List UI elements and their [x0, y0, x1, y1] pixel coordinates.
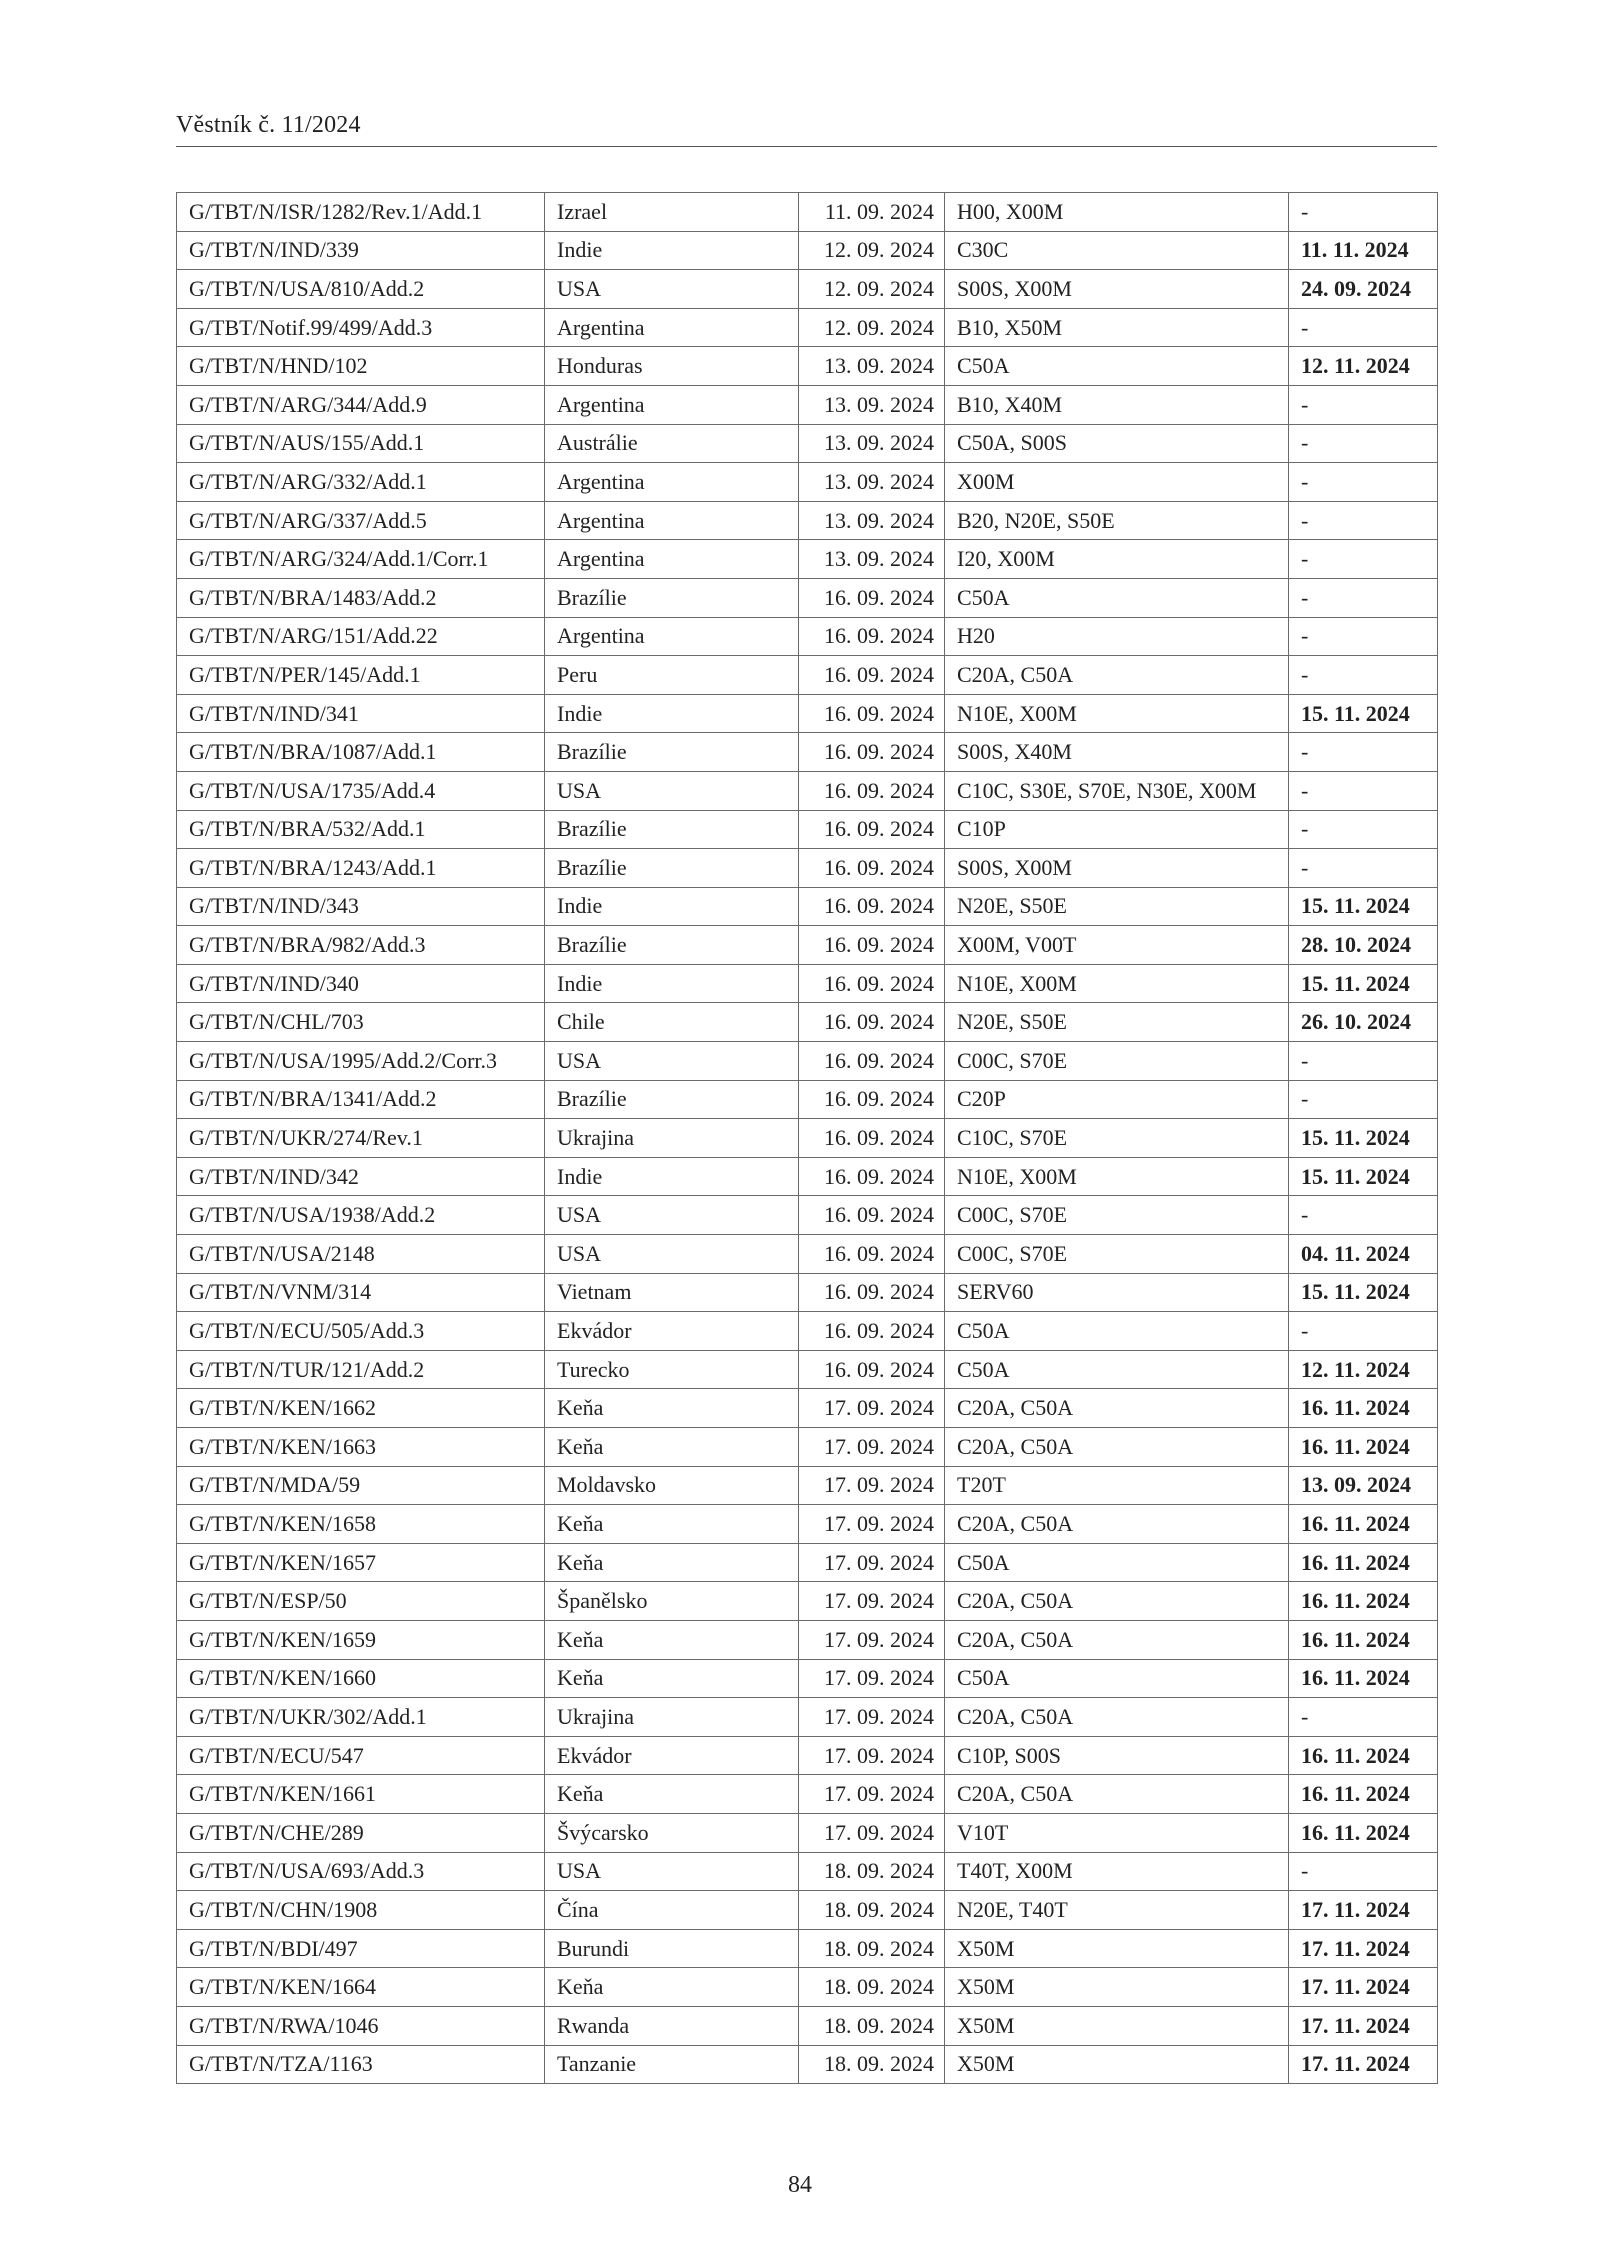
notification-date-cell: 16. 09. 2024 — [799, 1003, 945, 1042]
notification-symbol-cell: G/TBT/N/KEN/1664 — [177, 1968, 545, 2007]
notification-symbol-cell: G/TBT/N/TZA/1163 — [177, 2045, 545, 2084]
table-row — [177, 1543, 1438, 1582]
country-cell: Brazílie — [545, 926, 799, 965]
table-row — [177, 1620, 1438, 1659]
table-row — [177, 771, 1438, 810]
table-row — [177, 1775, 1438, 1814]
notification-date-cell: 16. 09. 2024 — [799, 656, 945, 695]
comment-deadline-cell: 16. 11. 2024 — [1289, 1736, 1438, 1775]
comment-deadline-cell: 16. 11. 2024 — [1289, 1620, 1438, 1659]
notification-symbol-cell: G/TBT/N/ARG/337/Add.5 — [177, 501, 545, 540]
country-cell: Moldavsko — [545, 1466, 799, 1505]
comment-deadline-cell: - — [1289, 1698, 1438, 1737]
ics-codes-cell: T20T — [945, 1466, 1289, 1505]
notification-symbol-cell: G/TBT/N/PER/145/Add.1 — [177, 656, 545, 695]
country-cell: Argentina — [545, 463, 799, 502]
country-cell: Indie — [545, 231, 799, 270]
comment-deadline-cell: - — [1289, 578, 1438, 617]
comment-deadline-cell: - — [1289, 1042, 1438, 1081]
table-row — [177, 1813, 1438, 1852]
ics-codes-cell: C50A — [945, 1659, 1289, 1698]
country-cell: Keňa — [545, 1543, 799, 1582]
notification-date-cell: 16. 09. 2024 — [799, 1273, 945, 1312]
notification-date-cell: 18. 09. 2024 — [799, 1891, 945, 1930]
comment-deadline-cell: 15. 11. 2024 — [1289, 1157, 1438, 1196]
comment-deadline-cell: 04. 11. 2024 — [1289, 1235, 1438, 1274]
notification-date-cell: 12. 09. 2024 — [799, 308, 945, 347]
ics-codes-cell: X00M — [945, 463, 1289, 502]
country-cell: Indie — [545, 694, 799, 733]
ics-codes-cell: X50M — [945, 1929, 1289, 1968]
notification-symbol-cell: G/TBT/N/KEN/1658 — [177, 1505, 545, 1544]
notification-symbol-cell: G/TBT/N/IND/341 — [177, 694, 545, 733]
notification-symbol-cell: G/TBT/N/IND/340 — [177, 964, 545, 1003]
ics-codes-cell: X50M — [945, 1968, 1289, 2007]
ics-codes-cell: B10, X50M — [945, 308, 1289, 347]
notifications-table-body — [177, 193, 1438, 2084]
ics-codes-cell: C50A — [945, 1350, 1289, 1389]
table-row — [177, 1157, 1438, 1196]
country-cell: Ekvádor — [545, 1736, 799, 1775]
notification-date-cell: 18. 09. 2024 — [799, 2006, 945, 2045]
notification-date-cell: 17. 09. 2024 — [799, 1428, 945, 1467]
country-cell: Keňa — [545, 1428, 799, 1467]
table-row — [177, 385, 1438, 424]
table-row — [177, 347, 1438, 386]
country-cell: Indie — [545, 964, 799, 1003]
notification-date-cell: 16. 09. 2024 — [799, 1119, 945, 1158]
ics-codes-cell: S00S, X40M — [945, 733, 1289, 772]
notification-symbol-cell: G/TBT/N/USA/1735/Add.4 — [177, 771, 545, 810]
table-row — [177, 463, 1438, 502]
notification-date-cell: 16. 09. 2024 — [799, 771, 945, 810]
ics-codes-cell: C10C, S30E, S70E, N30E, X00M — [945, 771, 1289, 810]
country-cell: Brazílie — [545, 733, 799, 772]
notification-date-cell: 18. 09. 2024 — [799, 2045, 945, 2084]
page-number: 84 — [788, 2172, 812, 2198]
country-cell: Brazílie — [545, 810, 799, 849]
notification-symbol-cell: G/TBT/N/KEN/1657 — [177, 1543, 545, 1582]
notification-symbol-cell: G/TBT/N/BRA/532/Add.1 — [177, 810, 545, 849]
notification-date-cell: 16. 09. 2024 — [799, 1157, 945, 1196]
ics-codes-cell: N10E, X00M — [945, 1157, 1289, 1196]
country-cell: Indie — [545, 887, 799, 926]
table-row — [177, 1350, 1438, 1389]
notification-symbol-cell: G/TBT/N/ECU/505/Add.3 — [177, 1312, 545, 1351]
table-row — [177, 617, 1438, 656]
ics-codes-cell: C20A, C50A — [945, 1582, 1289, 1621]
comment-deadline-cell: 17. 11. 2024 — [1289, 1968, 1438, 2007]
table-row — [177, 1582, 1438, 1621]
ics-codes-cell: C10P — [945, 810, 1289, 849]
table-row — [177, 1659, 1438, 1698]
table-row — [177, 578, 1438, 617]
ics-codes-cell: S00S, X00M — [945, 270, 1289, 309]
table-row — [177, 501, 1438, 540]
notification-symbol-cell: G/TBT/N/MDA/59 — [177, 1466, 545, 1505]
country-cell: Vietnam — [545, 1273, 799, 1312]
notification-symbol-cell: G/TBT/N/KEN/1663 — [177, 1428, 545, 1467]
country-cell: Keňa — [545, 1389, 799, 1428]
comment-deadline-cell: 16. 11. 2024 — [1289, 1659, 1438, 1698]
comment-deadline-cell: 16. 11. 2024 — [1289, 1582, 1438, 1621]
country-cell: USA — [545, 270, 799, 309]
country-cell: Austrálie — [545, 424, 799, 463]
notifications-table — [176, 192, 1438, 2084]
notification-date-cell: 18. 09. 2024 — [799, 1852, 945, 1891]
ics-codes-cell: C50A — [945, 347, 1289, 386]
comment-deadline-cell: - — [1289, 1312, 1438, 1351]
notification-date-cell: 16. 09. 2024 — [799, 849, 945, 888]
country-cell: Keňa — [545, 1659, 799, 1698]
comment-deadline-cell: 28. 10. 2024 — [1289, 926, 1438, 965]
table-row — [177, 308, 1438, 347]
comment-deadline-cell: - — [1289, 308, 1438, 347]
notification-date-cell: 17. 09. 2024 — [799, 1582, 945, 1621]
table-row — [177, 1235, 1438, 1274]
country-cell: Rwanda — [545, 2006, 799, 2045]
table-row — [177, 1929, 1438, 1968]
comment-deadline-cell: 17. 11. 2024 — [1289, 1929, 1438, 1968]
ics-codes-cell: S00S, X00M — [945, 849, 1289, 888]
ics-codes-cell: X50M — [945, 2006, 1289, 2045]
notification-date-cell: 17. 09. 2024 — [799, 1389, 945, 1428]
ics-codes-cell: H20 — [945, 617, 1289, 656]
notification-symbol-cell: G/TBT/N/KEN/1659 — [177, 1620, 545, 1659]
table-row — [177, 1119, 1438, 1158]
notification-date-cell: 16. 09. 2024 — [799, 1196, 945, 1235]
country-cell: Turecko — [545, 1350, 799, 1389]
country-cell: Argentina — [545, 308, 799, 347]
table-row — [177, 694, 1438, 733]
table-row — [177, 1196, 1438, 1235]
ics-codes-cell: C00C, S70E — [945, 1042, 1289, 1081]
ics-codes-cell: V10T — [945, 1813, 1289, 1852]
comment-deadline-cell: 16. 11. 2024 — [1289, 1505, 1438, 1544]
notification-date-cell: 13. 09. 2024 — [799, 501, 945, 540]
notification-symbol-cell: G/TBT/N/IND/339 — [177, 231, 545, 270]
comment-deadline-cell: - — [1289, 1196, 1438, 1235]
notification-date-cell: 16. 09. 2024 — [799, 694, 945, 733]
notification-symbol-cell: G/TBT/N/AUS/155/Add.1 — [177, 424, 545, 463]
comment-deadline-cell: - — [1289, 771, 1438, 810]
ics-codes-cell: H00, X00M — [945, 193, 1289, 232]
comment-deadline-cell: 24. 09. 2024 — [1289, 270, 1438, 309]
country-cell: Švýcarsko — [545, 1813, 799, 1852]
comment-deadline-cell: 12. 11. 2024 — [1289, 347, 1438, 386]
notification-symbol-cell: G/TBT/N/HND/102 — [177, 347, 545, 386]
ics-codes-cell: C20P — [945, 1080, 1289, 1119]
notification-date-cell: 17. 09. 2024 — [799, 1620, 945, 1659]
table-row — [177, 1042, 1438, 1081]
ics-codes-cell: C20A, C50A — [945, 1620, 1289, 1659]
comment-deadline-cell: - — [1289, 501, 1438, 540]
country-cell: Brazílie — [545, 578, 799, 617]
comment-deadline-cell: 15. 11. 2024 — [1289, 964, 1438, 1003]
country-cell: Argentina — [545, 385, 799, 424]
notification-date-cell: 11. 09. 2024 — [799, 193, 945, 232]
notification-date-cell: 13. 09. 2024 — [799, 424, 945, 463]
comment-deadline-cell: - — [1289, 617, 1438, 656]
ics-codes-cell: N20E, S50E — [945, 887, 1289, 926]
country-cell: USA — [545, 1235, 799, 1274]
notification-symbol-cell: G/TBT/Notif.99/499/Add.3 — [177, 308, 545, 347]
country-cell: Peru — [545, 656, 799, 695]
table-row — [177, 231, 1438, 270]
notification-symbol-cell: G/TBT/N/TUR/121/Add.2 — [177, 1350, 545, 1389]
ics-codes-cell: N20E, T40T — [945, 1891, 1289, 1930]
ics-codes-cell: C20A, C50A — [945, 1389, 1289, 1428]
table-row — [177, 1466, 1438, 1505]
notification-symbol-cell: G/TBT/N/USA/693/Add.3 — [177, 1852, 545, 1891]
table-row — [177, 1698, 1438, 1737]
table-row — [177, 733, 1438, 772]
notification-date-cell: 17. 09. 2024 — [799, 1775, 945, 1814]
notification-date-cell: 16. 09. 2024 — [799, 1235, 945, 1274]
table-row — [177, 1389, 1438, 1428]
comment-deadline-cell: 11. 11. 2024 — [1289, 231, 1438, 270]
notification-date-cell: 16. 09. 2024 — [799, 810, 945, 849]
ics-codes-cell: C20A, C50A — [945, 1775, 1289, 1814]
table-row — [177, 2045, 1438, 2084]
table-row — [177, 656, 1438, 695]
notification-date-cell: 17. 09. 2024 — [799, 1659, 945, 1698]
country-cell: Španělsko — [545, 1582, 799, 1621]
comment-deadline-cell: 17. 11. 2024 — [1289, 2006, 1438, 2045]
ics-codes-cell: I20, X00M — [945, 540, 1289, 579]
notification-symbol-cell: G/TBT/N/BDI/497 — [177, 1929, 545, 1968]
notification-symbol-cell: G/TBT/N/VNM/314 — [177, 1273, 545, 1312]
country-cell: Honduras — [545, 347, 799, 386]
table-row — [177, 1968, 1438, 2007]
notification-symbol-cell: G/TBT/N/KEN/1660 — [177, 1659, 545, 1698]
ics-codes-cell: C50A — [945, 578, 1289, 617]
notification-date-cell: 18. 09. 2024 — [799, 1929, 945, 1968]
notification-symbol-cell: G/TBT/N/CHN/1908 — [177, 1891, 545, 1930]
ics-codes-cell: C00C, S70E — [945, 1196, 1289, 1235]
ics-codes-cell: C50A — [945, 1312, 1289, 1351]
ics-codes-cell: B20, N20E, S50E — [945, 501, 1289, 540]
table-row — [177, 964, 1438, 1003]
ics-codes-cell: C20A, C50A — [945, 656, 1289, 695]
country-cell: Brazílie — [545, 849, 799, 888]
table-row — [177, 1080, 1438, 1119]
table-row — [177, 1428, 1438, 1467]
notification-date-cell: 17. 09. 2024 — [799, 1466, 945, 1505]
table-row — [177, 1273, 1438, 1312]
notification-date-cell: 17. 09. 2024 — [799, 1698, 945, 1737]
notification-symbol-cell: G/TBT/N/IND/343 — [177, 887, 545, 926]
notification-symbol-cell: G/TBT/N/ARG/344/Add.9 — [177, 385, 545, 424]
ics-codes-cell: N10E, X00M — [945, 694, 1289, 733]
comment-deadline-cell: 12. 11. 2024 — [1289, 1350, 1438, 1389]
country-cell: USA — [545, 1042, 799, 1081]
notification-symbol-cell: G/TBT/N/USA/1938/Add.2 — [177, 1196, 545, 1235]
ics-codes-cell: C50A, S00S — [945, 424, 1289, 463]
notification-date-cell: 12. 09. 2024 — [799, 270, 945, 309]
comment-deadline-cell: - — [1289, 540, 1438, 579]
notification-symbol-cell: G/TBT/N/USA/810/Add.2 — [177, 270, 545, 309]
table-row — [177, 1505, 1438, 1544]
table-row — [177, 1852, 1438, 1891]
table-row — [177, 1003, 1438, 1042]
country-cell: USA — [545, 1852, 799, 1891]
notification-date-cell: 16. 09. 2024 — [799, 926, 945, 965]
ics-codes-cell: C10C, S70E — [945, 1119, 1289, 1158]
table-row — [177, 1736, 1438, 1775]
comment-deadline-cell: - — [1289, 656, 1438, 695]
notification-symbol-cell: G/TBT/N/ESP/50 — [177, 1582, 545, 1621]
ics-codes-cell: X50M — [945, 2045, 1289, 2084]
comment-deadline-cell: 16. 11. 2024 — [1289, 1775, 1438, 1814]
notification-symbol-cell: G/TBT/N/UKR/274/Rev.1 — [177, 1119, 545, 1158]
notification-symbol-cell: G/TBT/N/CHL/703 — [177, 1003, 545, 1042]
comment-deadline-cell: - — [1289, 193, 1438, 232]
notification-symbol-cell: G/TBT/N/ARG/151/Add.22 — [177, 617, 545, 656]
comment-deadline-cell: 15. 11. 2024 — [1289, 887, 1438, 926]
comment-deadline-cell: - — [1289, 1852, 1438, 1891]
notification-date-cell: 16. 09. 2024 — [799, 887, 945, 926]
comment-deadline-cell: 15. 11. 2024 — [1289, 1273, 1438, 1312]
ics-codes-cell: B10, X40M — [945, 385, 1289, 424]
table-row — [177, 1891, 1438, 1930]
comment-deadline-cell: 13. 09. 2024 — [1289, 1466, 1438, 1505]
comment-deadline-cell: 16. 11. 2024 — [1289, 1428, 1438, 1467]
page-header: Věstník č. 11/2024 — [176, 112, 361, 138]
ics-codes-cell: C00C, S70E — [945, 1235, 1289, 1274]
ics-codes-cell: C10P, S00S — [945, 1736, 1289, 1775]
notification-symbol-cell: G/TBT/N/KEN/1662 — [177, 1389, 545, 1428]
comment-deadline-cell: 15. 11. 2024 — [1289, 694, 1438, 733]
notification-symbol-cell: G/TBT/N/IND/342 — [177, 1157, 545, 1196]
comment-deadline-cell: 26. 10. 2024 — [1289, 1003, 1438, 1042]
comment-deadline-cell: 17. 11. 2024 — [1289, 1891, 1438, 1930]
country-cell: Ukrajina — [545, 1698, 799, 1737]
ics-codes-cell: N10E, X00M — [945, 964, 1289, 1003]
table-row — [177, 270, 1438, 309]
notification-symbol-cell: G/TBT/N/BRA/982/Add.3 — [177, 926, 545, 965]
notification-date-cell: 17. 09. 2024 — [799, 1813, 945, 1852]
notification-symbol-cell: G/TBT/N/USA/2148 — [177, 1235, 545, 1274]
country-cell: Čína — [545, 1891, 799, 1930]
comment-deadline-cell: - — [1289, 810, 1438, 849]
country-cell: Izrael — [545, 193, 799, 232]
country-cell: Ukrajina — [545, 1119, 799, 1158]
notification-date-cell: 16. 09. 2024 — [799, 733, 945, 772]
ics-codes-cell: C50A — [945, 1543, 1289, 1582]
ics-codes-cell: T40T, X00M — [945, 1852, 1289, 1891]
comment-deadline-cell: 16. 11. 2024 — [1289, 1543, 1438, 1582]
table-row — [177, 193, 1438, 232]
notification-symbol-cell: G/TBT/N/BRA/1341/Add.2 — [177, 1080, 545, 1119]
notification-date-cell: 13. 09. 2024 — [799, 540, 945, 579]
notification-date-cell: 16. 09. 2024 — [799, 617, 945, 656]
table-row — [177, 540, 1438, 579]
notification-symbol-cell: G/TBT/N/BRA/1483/Add.2 — [177, 578, 545, 617]
notification-date-cell: 16. 09. 2024 — [799, 964, 945, 1003]
notification-date-cell: 13. 09. 2024 — [799, 463, 945, 502]
ics-codes-cell: C30C — [945, 231, 1289, 270]
comment-deadline-cell: 16. 11. 2024 — [1289, 1389, 1438, 1428]
notification-symbol-cell: G/TBT/N/ARG/324/Add.1/Corr.1 — [177, 540, 545, 579]
ics-codes-cell: C20A, C50A — [945, 1698, 1289, 1737]
country-cell: Keňa — [545, 1968, 799, 2007]
notification-date-cell: 12. 09. 2024 — [799, 231, 945, 270]
comment-deadline-cell: - — [1289, 1080, 1438, 1119]
country-cell: Chile — [545, 1003, 799, 1042]
notification-date-cell: 13. 09. 2024 — [799, 385, 945, 424]
table-row — [177, 2006, 1438, 2045]
country-cell: USA — [545, 771, 799, 810]
table-row — [177, 424, 1438, 463]
country-cell: Argentina — [545, 617, 799, 656]
comment-deadline-cell: - — [1289, 424, 1438, 463]
notification-date-cell: 16. 09. 2024 — [799, 578, 945, 617]
notification-symbol-cell: G/TBT/N/KEN/1661 — [177, 1775, 545, 1814]
table-row — [177, 926, 1438, 965]
ics-codes-cell: C20A, C50A — [945, 1428, 1289, 1467]
ics-codes-cell: SERV60 — [945, 1273, 1289, 1312]
table-row — [177, 849, 1438, 888]
notification-symbol-cell: G/TBT/N/RWA/1046 — [177, 2006, 545, 2045]
country-cell: Keňa — [545, 1775, 799, 1814]
notification-date-cell: 16. 09. 2024 — [799, 1350, 945, 1389]
country-cell: Tanzanie — [545, 2045, 799, 2084]
notification-date-cell: 18. 09. 2024 — [799, 1968, 945, 2007]
ics-codes-cell: X00M, V00T — [945, 926, 1289, 965]
notification-symbol-cell: G/TBT/N/BRA/1087/Add.1 — [177, 733, 545, 772]
country-cell: Ekvádor — [545, 1312, 799, 1351]
country-cell: Indie — [545, 1157, 799, 1196]
comment-deadline-cell: 15. 11. 2024 — [1289, 1119, 1438, 1158]
notification-symbol-cell: G/TBT/N/UKR/302/Add.1 — [177, 1698, 545, 1737]
comment-deadline-cell: - — [1289, 849, 1438, 888]
notification-symbol-cell: G/TBT/N/CHE/289 — [177, 1813, 545, 1852]
notification-date-cell: 13. 09. 2024 — [799, 347, 945, 386]
table-row — [177, 810, 1438, 849]
comment-deadline-cell: - — [1289, 385, 1438, 424]
country-cell: Argentina — [545, 501, 799, 540]
comment-deadline-cell: - — [1289, 733, 1438, 772]
country-cell: Argentina — [545, 540, 799, 579]
comment-deadline-cell: 16. 11. 2024 — [1289, 1813, 1438, 1852]
country-cell: Keňa — [545, 1505, 799, 1544]
country-cell: USA — [545, 1196, 799, 1235]
notification-symbol-cell: G/TBT/N/BRA/1243/Add.1 — [177, 849, 545, 888]
ics-codes-cell: C20A, C50A — [945, 1505, 1289, 1544]
comment-deadline-cell: - — [1289, 463, 1438, 502]
notification-date-cell: 17. 09. 2024 — [799, 1505, 945, 1544]
country-cell: Brazílie — [545, 1080, 799, 1119]
notification-date-cell: 17. 09. 2024 — [799, 1736, 945, 1775]
notification-date-cell: 16. 09. 2024 — [799, 1042, 945, 1081]
notification-date-cell: 16. 09. 2024 — [799, 1080, 945, 1119]
notification-symbol-cell: G/TBT/N/ECU/547 — [177, 1736, 545, 1775]
table-row — [177, 1312, 1438, 1351]
notification-symbol-cell: G/TBT/N/ARG/332/Add.1 — [177, 463, 545, 502]
notification-date-cell: 17. 09. 2024 — [799, 1543, 945, 1582]
country-cell: Burundi — [545, 1929, 799, 1968]
notification-symbol-cell: G/TBT/N/USA/1995/Add.2/Corr.3 — [177, 1042, 545, 1081]
header-divider — [176, 146, 1437, 147]
notification-symbol-cell: G/TBT/N/ISR/1282/Rev.1/Add.1 — [177, 193, 545, 232]
notification-date-cell: 16. 09. 2024 — [799, 1312, 945, 1351]
ics-codes-cell: N20E, S50E — [945, 1003, 1289, 1042]
table-row — [177, 887, 1438, 926]
comment-deadline-cell: 17. 11. 2024 — [1289, 2045, 1438, 2084]
country-cell: Keňa — [545, 1620, 799, 1659]
